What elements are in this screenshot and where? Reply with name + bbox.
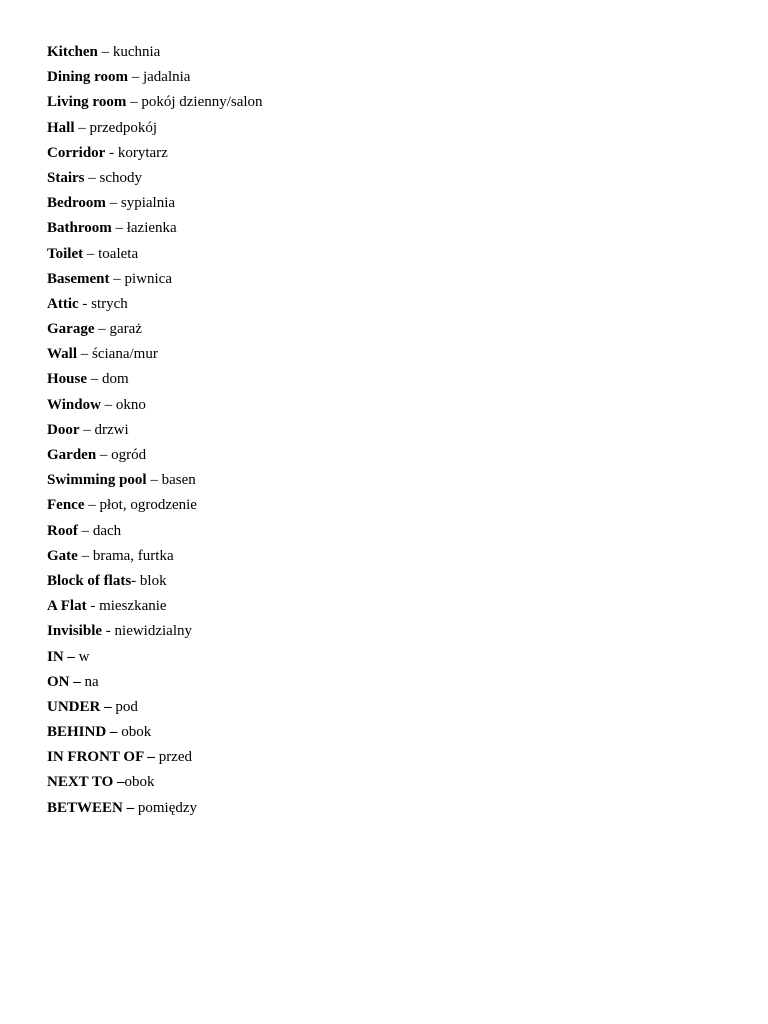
list-item xyxy=(47,40,263,65)
vocab-term: Attic xyxy=(47,295,79,312)
vocab-translation: obok xyxy=(117,724,152,741)
vocab-translation: – płot, ogrodzenie xyxy=(84,497,197,514)
vocab-term: Living room xyxy=(47,94,127,111)
vocab-translation: – ogród xyxy=(96,447,147,463)
vocab-translation: w xyxy=(74,648,90,665)
vocab-translation: obok xyxy=(124,774,155,791)
list-item xyxy=(47,317,263,342)
vocab-translation: pod xyxy=(111,698,138,715)
vocab-translation: na xyxy=(80,673,99,690)
vocab-term: Bedroom xyxy=(47,195,106,212)
list-item xyxy=(47,443,263,468)
vocab-translation: – jadalnia xyxy=(127,69,191,86)
vocab-term: Gate xyxy=(47,547,78,564)
list-item xyxy=(47,796,263,821)
vocab-term: Stairs xyxy=(47,169,85,186)
list-item xyxy=(47,569,263,594)
list-item xyxy=(47,393,263,418)
vocab-term: Bathroom xyxy=(47,220,112,237)
vocab-term: Fence xyxy=(47,497,85,514)
vocab-translation: – drzwi xyxy=(79,421,129,438)
vocab-term: House xyxy=(47,371,88,388)
vocab-term: Wall xyxy=(47,346,78,363)
vocab-translation: – dach xyxy=(77,522,122,539)
vocab-translation: – sypialnia xyxy=(105,195,176,212)
vocab-translation: – schody xyxy=(84,169,142,186)
vocab-term: NEXT TO – xyxy=(47,774,125,791)
vocab-term: BEHIND – xyxy=(47,724,118,741)
vocab-translation: - mieszkanie xyxy=(86,598,167,615)
list-item xyxy=(47,292,263,317)
vocab-term: Garage xyxy=(47,321,95,338)
list-item xyxy=(47,141,263,166)
list-item xyxy=(47,90,263,115)
list-item xyxy=(47,770,263,795)
list-item xyxy=(47,619,263,644)
list-item xyxy=(47,216,263,241)
vocab-translation: – brama, furtka xyxy=(77,547,174,564)
vocab-term: Window xyxy=(47,396,101,413)
vocab-term: Door xyxy=(47,421,80,438)
list-item xyxy=(47,645,263,670)
vocab-term: Corridor xyxy=(47,144,106,161)
list-item xyxy=(47,367,263,392)
vocab-term: Block of flats xyxy=(47,572,132,589)
list-item xyxy=(47,418,263,443)
vocab-term: IN – xyxy=(47,648,75,665)
list-item xyxy=(47,594,263,619)
list-item xyxy=(47,720,263,745)
vocab-translation: – dom xyxy=(87,371,129,388)
vocab-term: Toilet xyxy=(47,245,84,262)
vocab-translation: – basen xyxy=(146,472,196,489)
list-item xyxy=(47,65,263,90)
vocab-term: A Flat xyxy=(47,598,87,615)
vocab-term: ON – xyxy=(47,673,81,690)
vocab-term: IN FRONT OF – xyxy=(47,749,155,766)
vocab-translation: – pokój dzienny/salon xyxy=(126,94,263,111)
vocab-term: Kitchen xyxy=(47,44,98,60)
vocab-translation: – okno xyxy=(100,396,146,413)
vocab-term: Garden xyxy=(47,447,97,463)
vocab-translation: – toaleta xyxy=(83,245,139,262)
vocab-term: BETWEEN – xyxy=(47,799,135,816)
vocab-translation: - blok xyxy=(131,572,167,589)
vocab-term: Invisible xyxy=(47,623,103,640)
list-item xyxy=(47,342,263,367)
list-item xyxy=(47,745,263,770)
list-item xyxy=(47,242,263,267)
vocab-translation: – piwnica xyxy=(109,270,172,287)
vocab-translation: – kuchnia xyxy=(97,44,161,60)
list-item xyxy=(47,493,263,518)
list-item xyxy=(47,166,263,191)
vocab-translation: pomiędzy xyxy=(134,799,198,816)
list-item xyxy=(47,695,263,720)
vocab-term: Hall xyxy=(47,119,75,136)
list-item xyxy=(47,544,263,569)
vocab-term: Basement xyxy=(47,270,110,287)
vocab-translation: - strych xyxy=(78,295,128,312)
vocab-translation: – ściana/mur xyxy=(77,346,158,363)
vocab-translation: – łazienka xyxy=(111,220,177,237)
vocab-translation: przed xyxy=(154,749,192,766)
vocabulary-list xyxy=(47,40,263,821)
list-item xyxy=(47,267,263,292)
list-item xyxy=(47,670,263,695)
vocab-translation: - niewidzialny xyxy=(102,623,193,640)
vocab-translation: – przedpokój xyxy=(74,119,157,136)
vocab-term: Roof xyxy=(47,522,78,539)
vocab-term: Dining room xyxy=(47,69,128,86)
vocab-term: Swimming pool xyxy=(47,472,147,489)
list-item xyxy=(47,116,263,141)
vocab-translation: - korytarz xyxy=(105,144,168,161)
list-item xyxy=(47,468,263,493)
list-item xyxy=(47,191,263,216)
vocab-term: UNDER – xyxy=(47,698,112,715)
list-item xyxy=(47,519,263,544)
vocab-translation: – garaż xyxy=(94,321,142,338)
